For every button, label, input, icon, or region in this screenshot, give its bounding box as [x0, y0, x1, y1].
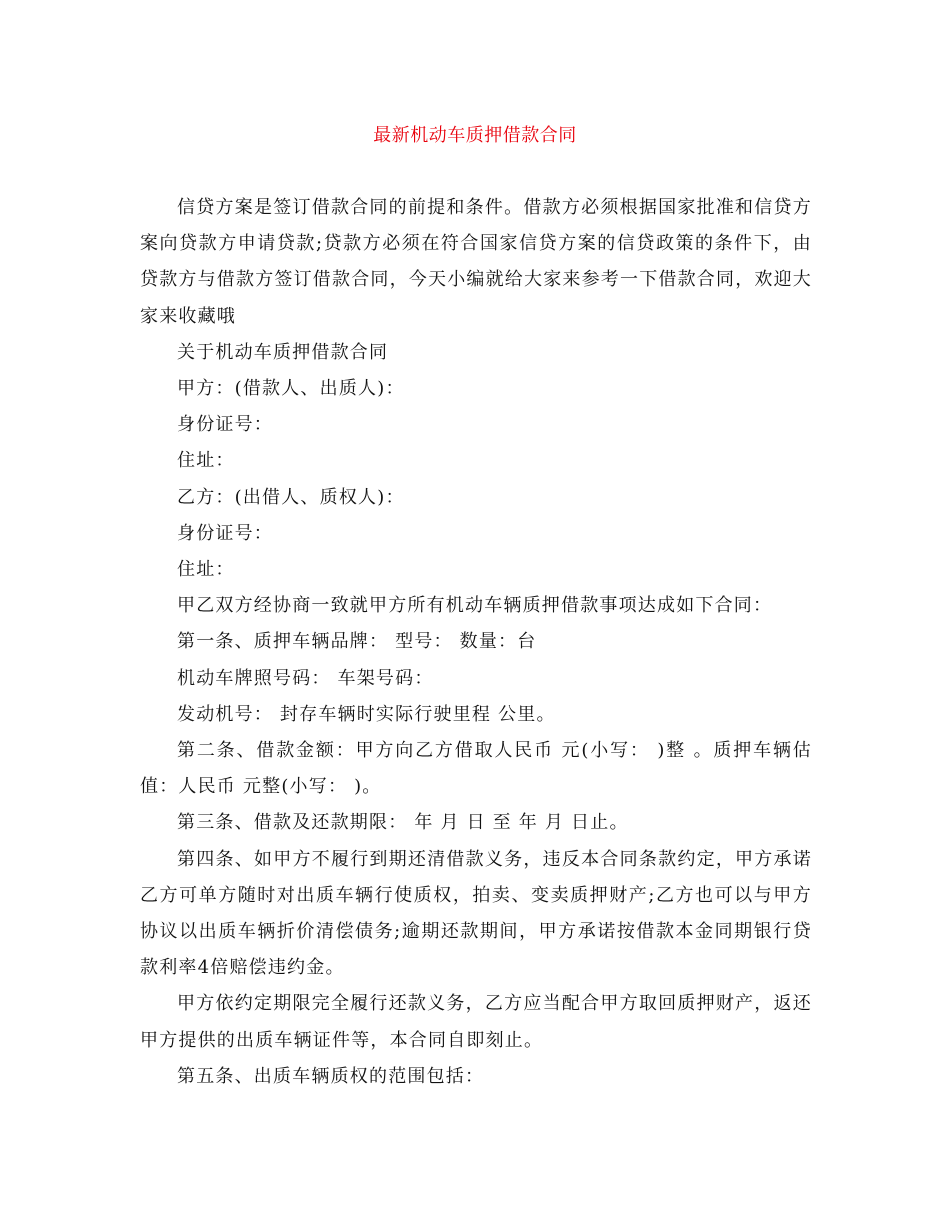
- party-a-line: 甲方：(借款人、出质人)：: [177, 378, 405, 400]
- plate-frame-line: 机动车牌照号码： 车架号码：: [177, 667, 434, 689]
- party-b-id-line: 身份证号：: [177, 522, 273, 544]
- document-body: [140, 190, 812, 1095]
- repayment-return-paragraph: 甲方依约定期限完全履行还款义务，乙方应当配合甲方取回质押财产，返还甲方提供的出质车辆证件等，本合同自即刻止。: [140, 993, 812, 1051]
- party-b-line: 乙方：(出借人、质权人)：: [177, 486, 405, 508]
- party-a-id-line: 身份证号：: [177, 414, 273, 436]
- document-title: 最新机动车质押借款合同: [373, 125, 577, 146]
- party-b-address-line: 住址：: [177, 559, 235, 581]
- intro-paragraph: 信贷方案是签订借款合同的前提和条件。借款方必须根据国家批准和信贷方案向贷款方申请贷款;贷款方必须在符合国家信贷方案的信贷政策的条件下，由贷款方与借款方签订借款合同，今天小编就给大家来参考一下借款合同，欢迎大家来收藏哦: [140, 197, 812, 327]
- article-4-default: 第四条、如甲方不履行到期还清借款义务，违反本合同条款约定，甲方承诺乙方可单方随时对出质车辆行使质权，拍卖、变卖质押财产;乙方也可以与甲方协议以出质车辆折价清偿债务;逾期还款期间，甲方承诺按借款本金同期银行贷款利率4倍赔偿违约金。: [140, 848, 812, 979]
- agreement-statement: 甲乙双方经协商一致就甲方所有机动车辆质押借款事项达成如下合同：: [177, 595, 773, 617]
- party-a-address-line: 住址：: [177, 450, 235, 472]
- article-5-scope: 第五条、出质车辆质权的范围包括：: [177, 1065, 485, 1087]
- contract-heading: 关于机动车质押借款合同: [177, 341, 389, 363]
- article-1-vehicle: 第一条、质押车辆品牌： 型号： 数量：台: [177, 631, 537, 653]
- article-3-term: 第三条、借款及还款期限： 年 月 日 至 年 月 日止。: [177, 812, 629, 834]
- article-2-amount: 第二条、借款金额：甲方向乙方借取人民币 元(小写： )整 。质押车辆估值：人民币 元整(小写： )。: [140, 740, 812, 798]
- engine-mileage-line: 发动机号： 封存车辆时实际行驶里程 公里。: [177, 703, 556, 725]
